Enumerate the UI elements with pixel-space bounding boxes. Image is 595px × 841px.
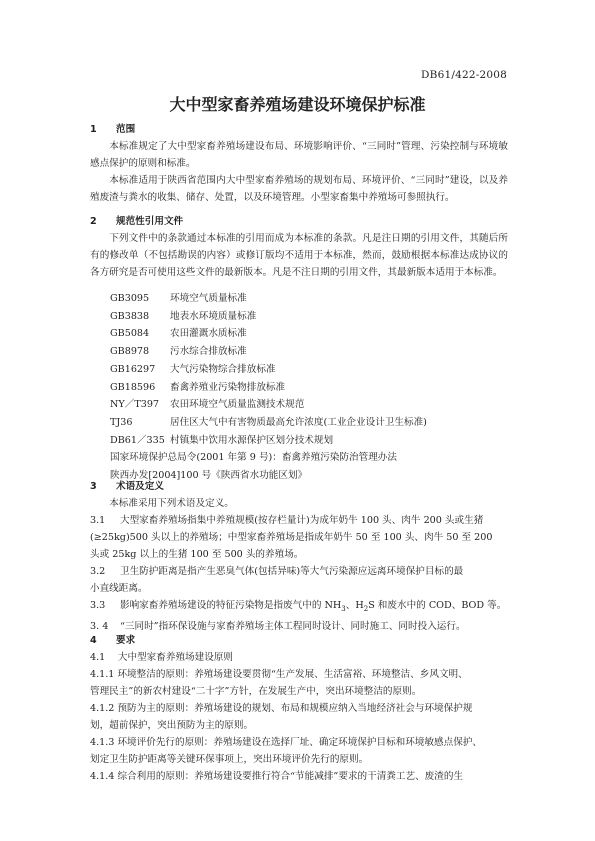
reference-code: GB18596 xyxy=(110,381,156,393)
term-number: 3.1 xyxy=(90,515,106,526)
section-title: 范围 xyxy=(116,124,136,135)
section-title: 术语及定义 xyxy=(116,481,164,492)
term-text-line: (≥25kg)500 头以上的养殖场；中型家畜养殖场是指成年奶牛 50 至 100 头、肉牛 50 至 200 xyxy=(90,532,493,543)
reference-name: 畜禽养殖业污染物排放标准 xyxy=(170,381,286,393)
section-title: 规范性引用文件 xyxy=(116,216,184,227)
section-number: 4 xyxy=(90,635,97,646)
paragraph: 本标准适用于陕西省范围内大中型家畜养殖场的规划布局、环境评价、“三同时”建设，以及养殖废渣与粪水的收集、储存、处置，以及环境管理。小型家畜集中养殖场可参照执行。 xyxy=(90,175,508,203)
term-3-3 xyxy=(90,597,508,618)
term-text: S 和废水中的 COD、BOD 等。 xyxy=(368,600,507,611)
reference-full: 国家环境保护总局令(2001 年第 9 号)：畜禽养殖污染防治管理办法 xyxy=(110,452,397,464)
reference-item xyxy=(110,290,510,308)
reference-item xyxy=(110,308,510,326)
reference-code: TJ36 xyxy=(110,416,133,428)
paragraph: 本标准采用下列术语及定义。 xyxy=(109,498,234,509)
paragraph: 下列文件中的条款通过本标准的引用而成为本标准的条款。凡是注日期的引用文件，其随后所有的修改单（不包括勘误的内容）或修订版均不适用于本标准，然而，鼓励根据本标准达成协议的各方研究是否可使用这些文件的最新版本。凡是不注日期的引用文件，其最新版本适用于本标准。 xyxy=(90,233,508,278)
document-title: 大中型家畜养殖场建设环境保护标准 xyxy=(169,95,426,114)
reference-name: 污水综合排放标准 xyxy=(170,346,247,358)
reference-code: NY／T397 xyxy=(110,399,160,411)
term-text: 卫生防护距离是指产生恶臭气体(包括异味)等大气污染源应远离环境保护目标的最 xyxy=(120,566,464,577)
term-text: 、H xyxy=(345,600,364,611)
term-number: 3. 4 xyxy=(90,620,109,632)
section-heading xyxy=(90,632,508,649)
reference-code: GB16297 xyxy=(110,363,156,375)
section-heading xyxy=(90,478,508,495)
term-number: 3.3 xyxy=(90,600,106,611)
reference-item xyxy=(110,361,510,379)
reference-item xyxy=(110,414,510,432)
section-number: 3 xyxy=(90,481,97,492)
section-title: 要求 xyxy=(116,635,136,646)
section-number: 1 xyxy=(90,124,97,135)
reference-name: 大气污染物综合排放标准 xyxy=(170,363,276,375)
term-number: 3.2 xyxy=(90,566,106,577)
reference-code: GB3095 xyxy=(110,293,150,304)
clause-line: 4.1.2 预防为主的原则：养殖场建设的规划、布局和规模应纳入当地经济社会与环境保护规 xyxy=(90,703,473,714)
term-3-2 xyxy=(90,563,508,580)
reference-code: GB8978 xyxy=(110,346,150,358)
section-2 xyxy=(90,213,508,281)
document-number: DB61/422-2008 xyxy=(421,69,507,81)
paragraph: 本标准规定了大中型家畜养殖场建设布局、环境影响评价、“三同时”管理、污染控制与环境敏感点保护的原则和标准。 xyxy=(90,141,508,169)
section-heading xyxy=(90,121,508,138)
subscript: 3 xyxy=(341,604,346,613)
section-1 xyxy=(90,121,508,206)
reference-code: DB61／335 xyxy=(110,434,165,446)
reference-name: 环境空气质量标准 xyxy=(170,293,247,304)
reference-item xyxy=(110,432,510,450)
term-text: 大型家畜养殖场指集中养殖规模(按存栏量计)为成年奶牛 100 头、肉牛 200 头或生猪 xyxy=(120,515,484,526)
reference-item xyxy=(110,449,510,467)
reference-code: GB3838 xyxy=(110,310,150,322)
section-3 xyxy=(90,478,508,635)
clause-line: 管理民主”的新农村建设“二十字”方针，在发展生产中，突出环境整洁的原则。 xyxy=(90,686,422,697)
reference-name: 村镇集中饮用水源保护区划分技术规划 xyxy=(170,434,334,446)
reference-name: 农田环境空气质量监测技术规范 xyxy=(170,399,305,411)
clause-line: 4.1.1 环境整洁的原则：养殖场建设要贯彻“生产发展、生活富裕、环境整洁、乡风文明、 xyxy=(90,669,468,680)
subsection-heading: 4.1 大中型家畜养殖场建设原则 xyxy=(90,652,234,663)
reference-code: GB5084 xyxy=(110,328,150,340)
section-4 xyxy=(90,632,508,785)
clause-line: 划，超前保护，突出预防为主的原则。 xyxy=(90,720,254,731)
clause-line: 划定卫生防护距离等关键环保事项上，突出环境评价先行的原则。 xyxy=(90,754,369,765)
reference-item xyxy=(110,325,510,343)
reference-item xyxy=(110,379,510,397)
clause-line: 4.1.3 环境评价先行的原则：养殖场建设在选择厂址、确定环境保护目标和环境敏感点保护、 xyxy=(90,737,483,748)
section-number: 2 xyxy=(90,216,97,227)
reference-full: 陕西办发[2004]100 号《陕西省水功能区划》 xyxy=(110,470,308,482)
section-heading xyxy=(90,213,508,230)
reference-name: 居住区大气中有害物质最高允许浓度(工业企业设计卫生标准) xyxy=(170,416,427,428)
term-text-line: 小直线距离。 xyxy=(90,583,148,594)
reference-name: 地表水环境质量标准 xyxy=(170,310,257,322)
subscript: 2 xyxy=(363,604,369,613)
term-text-line: 头或 25kg 以上的生猪 100 至 500 头的养殖场。 xyxy=(90,549,304,560)
term-3-1 xyxy=(90,512,508,529)
reference-item xyxy=(110,343,510,361)
term-text: “三同时”指环保设施与家畜养殖场主体工程同时设计、同时施工、同时投入运行。 xyxy=(120,620,466,632)
reference-list xyxy=(110,290,510,485)
clause-line: 4.1.4 综合利用的原则：养殖场建设要推行符合“节能减排”要求的干清粪工艺、废渣的生 xyxy=(90,771,464,782)
reference-name: 农田灌溉水质标准 xyxy=(170,328,247,340)
reference-item xyxy=(110,396,510,414)
term-text: 影响家畜养殖场建设的特征污染物是指废气中的 NH xyxy=(120,600,342,611)
